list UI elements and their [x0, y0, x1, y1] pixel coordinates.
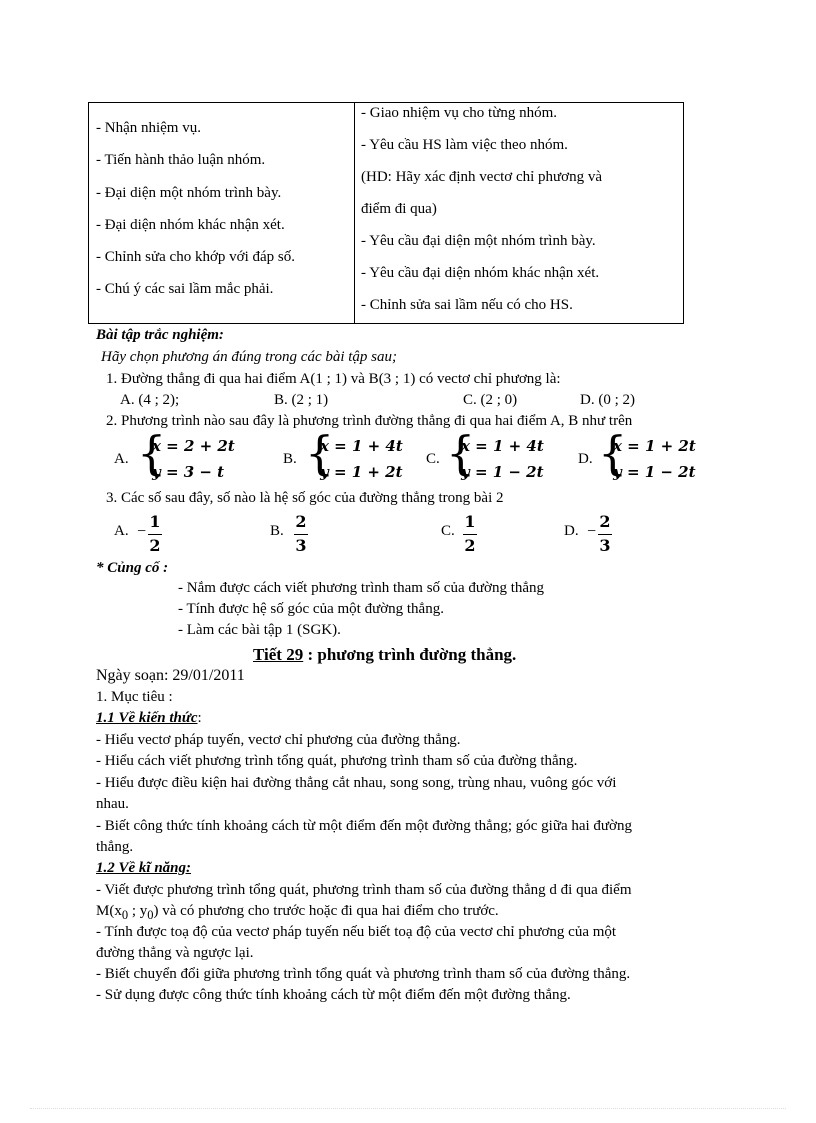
brace-glyph: {: [305, 426, 335, 480]
minus-sign: −: [137, 523, 147, 540]
teacher-activity-item: - Giao nhiệm vụ cho từng nhóm.: [361, 105, 558, 121]
skills-heading: 1.2 Về kĩ năng:: [96, 860, 192, 876]
minus-sign: −: [587, 523, 597, 540]
numerator: 1: [464, 512, 476, 531]
q1-option-a: A. (4 ; 2);: [120, 392, 180, 408]
equation-y: y = 1 − 2t: [613, 463, 696, 481]
lesson-number: Tiết 29: [253, 645, 304, 664]
q2-label-a: A.: [114, 451, 129, 467]
numerator: 1: [149, 512, 161, 531]
skills-item: - Biết chuyển đổi giữa phương trình tổng quát và phương trình tham số của đường thẳng.: [96, 966, 631, 982]
equation-x: x = 1 + 4t: [461, 437, 544, 455]
teacher-activity-item: - Yêu cầu HS làm việc theo nhóm.: [361, 137, 568, 153]
objectives-heading: 1. Mục tiêu :: [96, 689, 173, 705]
skills-item: - Sử dụng được công thức tính khoảng cách từ một điểm đến một đường thẳng.: [96, 987, 571, 1003]
fraction-bar: [463, 534, 477, 535]
question-2: 2. Phương trình nào sau đây là phương trình đường thẳng đi qua hai điểm A, B như trên: [106, 413, 633, 429]
student-activity-item: - Đại diện một nhóm trình bày.: [96, 185, 282, 201]
knowledge-item: nhau.: [96, 796, 129, 812]
equation-x: x = 2 + 2t: [152, 437, 235, 455]
q3-label-a: A.: [114, 523, 129, 539]
brace-glyph: {: [446, 426, 476, 480]
numerator: 2: [295, 512, 307, 531]
question-3: 3. Các số sau đây, số nào là hệ số góc của đường thẳng trong bài 2: [106, 490, 504, 506]
fraction-bar: [294, 534, 308, 535]
consolidation-item: - Tính được hệ số góc của một đường thẳng.: [178, 601, 444, 617]
knowledge-heading-colon: :: [197, 710, 202, 726]
q2-option-d-system: [598, 426, 718, 483]
consolidation-heading: * Củng cố :: [96, 560, 169, 576]
knowledge-heading: [96, 710, 202, 727]
skills-item: - Tính được toạ độ của vectơ pháp tuyến nếu biết toạ độ của vectơ chỉ phương của một: [96, 924, 617, 940]
teacher-activity-item: điểm đi qua): [361, 201, 437, 217]
q3-label-d: D.: [564, 523, 579, 539]
q1-option-b: B. (2 ; 1): [274, 392, 329, 408]
q3-label-b: B.: [270, 523, 284, 539]
equation-y: y = 1 − 2t: [461, 463, 544, 481]
skills-item-m-line: [96, 903, 499, 923]
question-1: 1. Đường thẳng đi qua hai điểm A(1 ; 1) và B(3 ; 1) có vectơ chỉ phương là:: [106, 371, 561, 387]
prepared-date: Ngày soạn: 29/01/2011: [96, 667, 245, 684]
point-m-prefix: M(x: [96, 903, 122, 919]
knowledge-item: - Hiểu cách viết phương trình tổng quát, phương trình tham số của đường thẳng.: [96, 753, 578, 769]
q2-label-d: D.: [578, 451, 593, 467]
student-activity-item: - Đại diện nhóm khác nhận xét.: [96, 217, 285, 233]
knowledge-item: thẳng.: [96, 839, 134, 855]
brace-glyph: {: [137, 426, 167, 480]
skills-item: đường thẳng và ngược lại.: [96, 945, 254, 961]
q2-option-c-system: [446, 426, 566, 483]
lesson-title: [253, 645, 516, 665]
teacher-activity-item: - Yêu cầu đại diện nhóm khác nhận xét.: [361, 265, 600, 281]
student-activity-item: - Tiến hành thảo luận nhóm.: [96, 152, 266, 168]
teacher-activity-item: - Yêu cầu đại diện một nhóm trình bày.: [361, 233, 596, 249]
q2-option-a-system: [137, 426, 277, 483]
knowledge-item: - Hiểu được điều kiện hai đường thẳng cắt nhau, song song, trùng nhau, vuông góc với: [96, 775, 617, 791]
quiz-heading: Bài tập trắc nghiệm:: [96, 327, 224, 343]
denominator: 2: [464, 536, 476, 555]
teacher-activity-item: - Chỉnh sửa sai lầm nếu có cho HS.: [361, 297, 573, 313]
q3-option-c-fraction: [463, 512, 477, 556]
teacher-activity-item: (HD: Hãy xác định vectơ chỉ phương và: [361, 169, 603, 185]
student-activity-item: - Nhận nhiệm vụ.: [96, 120, 201, 136]
table-column-divider: [354, 103, 355, 323]
denominator: 3: [295, 536, 307, 555]
q3-option-b-fraction: [294, 512, 308, 556]
brace-glyph: {: [598, 426, 628, 480]
denominator: 2: [149, 536, 161, 555]
fraction-bar: [598, 534, 612, 535]
numerator: 2: [599, 512, 611, 531]
subscript: 0: [147, 908, 154, 922]
denominator: 3: [599, 536, 611, 555]
knowledge-heading-text: 1.1 Về kiến thức: [96, 710, 198, 726]
fraction-bar: [148, 534, 162, 535]
student-activity-item: - Chỉnh sửa cho khớp với đáp số.: [96, 249, 295, 265]
consolidation-item: - Làm các bài tập 1 (SGK).: [178, 622, 341, 638]
q1-option-c: C. (2 ; 0): [463, 392, 518, 408]
q2-label-c: C.: [426, 451, 440, 467]
equation-x: x = 1 + 2t: [613, 437, 696, 455]
q3-option-a-fraction: [148, 512, 162, 556]
q3-option-d-fraction: [598, 512, 612, 556]
q2-label-b: B.: [283, 451, 297, 467]
knowledge-item: - Hiểu vectơ pháp tuyến, vectơ chỉ phương của đường thẳng.: [96, 732, 461, 748]
equation-x: x = 1 + 4t: [320, 437, 403, 455]
lesson-title-text: : phương trình đường thẳng.: [303, 645, 517, 664]
quiz-instruction: Hãy chọn phương án đúng trong các bài tập sau;: [101, 349, 398, 365]
point-m-suffix: ) và có phương cho trước hoặc đi qua hai điểm cho trước.: [153, 903, 499, 919]
subscript: 0: [121, 908, 129, 922]
equation-y: y = 3 − t: [152, 463, 225, 481]
equation-y: y = 1 + 2t: [320, 463, 403, 481]
knowledge-item: - Biết công thức tính khoảng cách từ một điểm đến một đường thẳng; góc giữa hai đường: [96, 818, 632, 834]
point-m-mid: ; y: [128, 903, 148, 919]
q3-label-c: C.: [441, 523, 455, 539]
q2-option-b-system: [305, 426, 425, 483]
student-activity-item: - Chú ý các sai lầm mắc phải.: [96, 281, 274, 297]
consolidation-item: - Nắm được cách viết phương trình tham số của đường thẳng: [178, 580, 545, 596]
q1-option-d: D. (0 ; 2): [580, 392, 635, 408]
page-footer-rule: [30, 1108, 786, 1109]
skills-item: - Viết được phương trình tổng quát, phương trình tham số của đường thẳng d đi qua điểm: [96, 882, 632, 898]
